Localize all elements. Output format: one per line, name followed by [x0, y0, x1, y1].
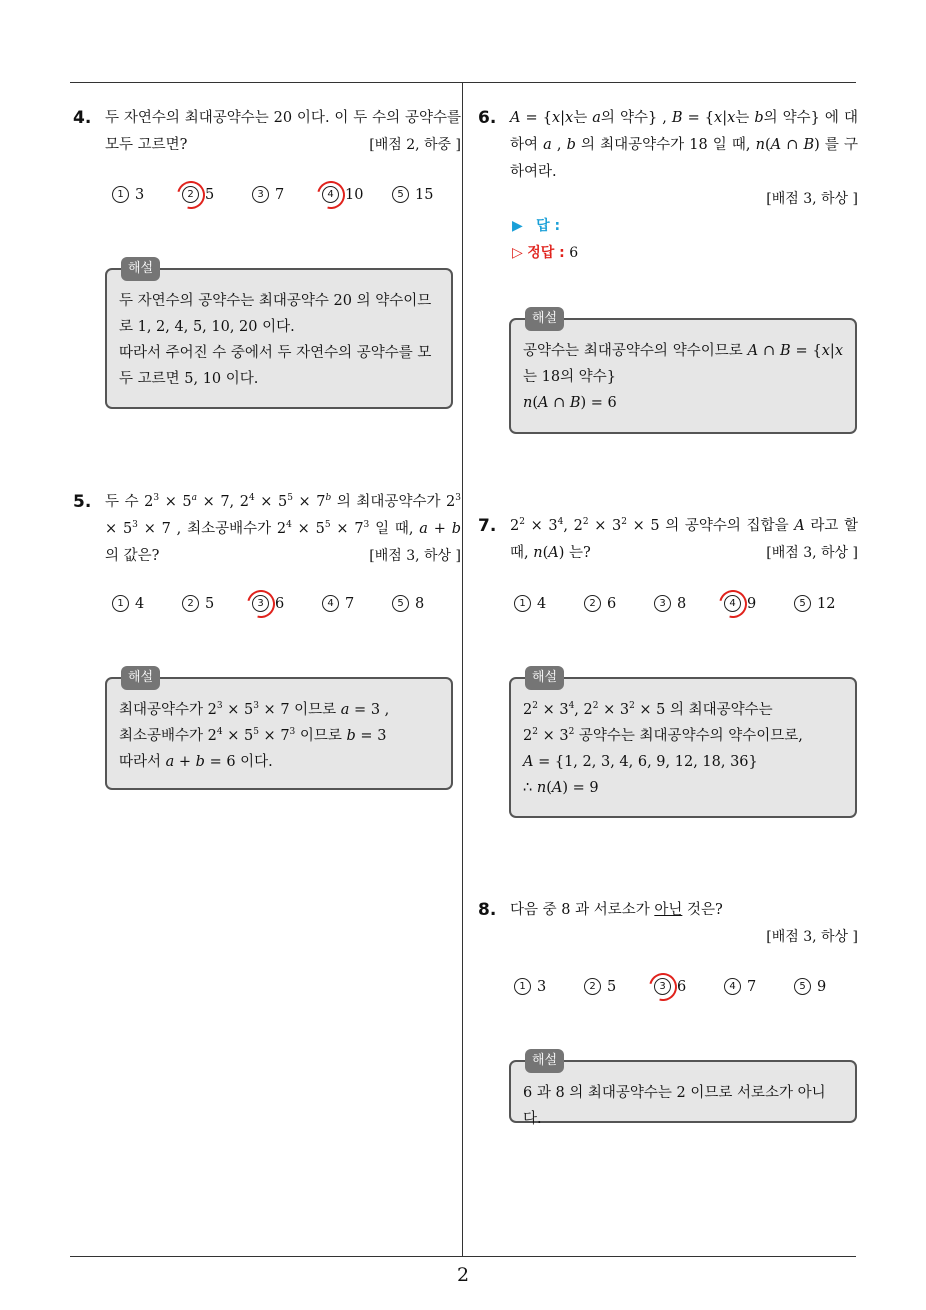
selected-mark-icon [714, 585, 752, 623]
circled-5-icon: 5 [392, 186, 409, 203]
circled-2-icon: 2 [584, 595, 601, 612]
question-5 [73, 489, 461, 570]
choice-4[interactable]: 4 7 [724, 978, 756, 995]
question-text: $2^2 \times 3^4$, $2^2 \times 3^2 \times 5$ 의 공약수의 집합을 A 라고 할 때, n(A) 는? [510, 517, 859, 561]
choice-2[interactable]: 2 5 [584, 978, 616, 995]
solution-label: 해설 [525, 666, 564, 690]
choice-1[interactable]: 1 4 [514, 595, 546, 612]
choice-3[interactable]: 3 8 [654, 595, 686, 612]
choice-3[interactable]: 3 6 [654, 978, 686, 995]
question-text: 두 수 $2^3 \times 5^a \times 7$, $2^4 \times 5^5 \times 7^b$ 의 최대공약수가 $2^3 \times 5^3 \times 7$ , 최소공배수가 $2^4 \times 5^5 \times 7^3$ 일 때, a + b 의 값은? [105, 493, 461, 564]
page-number: 2 [456, 1264, 470, 1286]
choice-1[interactable]: 1 3 [112, 186, 144, 203]
solution-box-q8 [509, 1053, 857, 1127]
choice-2[interactable]: 2 5 [182, 186, 214, 203]
question-number: 6. [478, 108, 497, 128]
circled-5-icon: 5 [794, 978, 811, 995]
correct-answer-line [512, 240, 578, 266]
solution-line: $2^2 \times 3^4$, $2^2 \times 3^2 \times 5$ 의 최대공약수는 [523, 701, 773, 718]
circled-3-icon: 3 [252, 186, 269, 203]
solution-line: n(A ∩ B) = 6 [523, 395, 617, 411]
selected-mark-icon [644, 968, 682, 1006]
choice-1[interactable]: 1 3 [514, 978, 546, 995]
circled-2-icon: 2 [182, 186, 199, 203]
circled-3-icon: 3 [654, 595, 671, 612]
circled-2-icon: 2 [584, 978, 601, 995]
circled-1-icon: 1 [112, 186, 129, 203]
solution-line: $2^2 \times 3^2$ 공약수는 최대공약수의 약수이므로, [523, 727, 803, 744]
circled-4-icon: 4 [724, 978, 741, 995]
question-meta: [배점 3, 하상 ] [766, 545, 858, 561]
solution-box-q7 [509, 670, 857, 818]
choice-1[interactable]: 1 4 [112, 595, 144, 612]
answer-label: 답 : [536, 218, 561, 234]
solution-label: 해설 [525, 1049, 564, 1073]
choice-4[interactable]: 4 7 [322, 595, 354, 612]
selected-mark-icon [172, 176, 210, 214]
choice-5[interactable]: 5 12 [794, 595, 835, 612]
choice-2[interactable]: 2 6 [584, 595, 616, 612]
correct-answer-value: 6 [569, 245, 579, 261]
solution-label: 해설 [525, 307, 564, 331]
triangle-outline-icon: ▷ [512, 245, 523, 261]
circled-4-icon: 4 [724, 595, 741, 612]
choice-5[interactable]: 5 15 [392, 186, 433, 203]
question-4 [73, 105, 461, 159]
circled-3-icon: 3 [252, 595, 269, 612]
column-divider [462, 82, 463, 1257]
circled-4-icon: 4 [322, 186, 339, 203]
choice-4[interactable]: 4 9 [724, 595, 756, 612]
choice-4[interactable]: 4 10 [322, 186, 363, 203]
solution-line: 두 자연수의 공약수는 최대공약수 20 의 약수이므로 1, 2, 4, 5, 10, 20 이다. [119, 293, 432, 335]
play-icon: ▶ [512, 218, 523, 234]
choice-2[interactable]: 2 5 [182, 595, 214, 612]
choice-5[interactable]: 5 8 [392, 595, 424, 612]
question-meta: [배점 3, 하상 ] [766, 191, 858, 207]
selected-mark-icon [312, 176, 350, 214]
solution-box-q5 [105, 670, 453, 790]
top-rule [70, 82, 856, 83]
solution-box-q6 [509, 311, 857, 434]
solution-line: 따라서 주어진 수 중에서 두 자연수의 공약수를 모두 고르면 5, 10 이다. [119, 345, 432, 387]
question-text: 두 자연수의 최대공약수는 20 이다. 이 두 수의 공약수를 모두 고르면? [105, 110, 461, 153]
question-number: 4. [73, 108, 92, 128]
question-number: 5. [73, 492, 92, 512]
question-text: 다음 중 8 과 서로소가 아닌 것은? [510, 902, 723, 918]
solution-label: 해설 [121, 666, 160, 690]
circled-1-icon: 1 [514, 978, 531, 995]
question-number: 8. [478, 900, 497, 920]
question-meta: [배점 3, 하상 ] [369, 548, 461, 564]
question-meta: [배점 3, 하상 ] [766, 929, 858, 945]
question-7 [478, 513, 859, 567]
choice-3[interactable]: 3 7 [252, 186, 284, 203]
circled-5-icon: 5 [392, 595, 409, 612]
solution-line: 최소공배수가 $2^4 \times 5^5 \times 7^3$ 이므로 b = 3 [119, 727, 387, 744]
question-number: 7. [478, 516, 497, 536]
bottom-rule [70, 1256, 856, 1257]
circled-5-icon: 5 [794, 595, 811, 612]
solution-box-q4 [105, 261, 453, 409]
circled-4-icon: 4 [322, 595, 339, 612]
solution-line: A = {1, 2, 3, 4, 6, 9, 12, 18, 36} [523, 754, 758, 770]
question-meta: [배점 2, 하중 ] [369, 137, 461, 153]
solution-line: ∴ n(A) = 9 [523, 780, 599, 796]
solution-line: 공약수는 최대공약수의 약수이므로 A ∩ B = {x|x는 18의 약수} [523, 343, 843, 385]
answer-line [512, 213, 560, 239]
choice-5[interactable]: 5 9 [794, 978, 826, 995]
circled-2-icon: 2 [182, 595, 199, 612]
question-text: A = {x|x는 a의 약수} , B = {x|x는 b의 약수} 에 대하여 a , b 의 최대공약수가 18 일 때, n(A ∩ B) 를 구하여라. [510, 110, 859, 180]
selected-mark-icon [242, 585, 280, 623]
question-6 [478, 105, 859, 213]
correct-answer-label: 정답 : [527, 245, 565, 261]
solution-line: 6 과 8 의 최대공약수는 2 이므로 서로소가 아니다. [523, 1085, 826, 1127]
circled-1-icon: 1 [112, 595, 129, 612]
choice-3[interactable]: 3 6 [252, 595, 284, 612]
question-8 [478, 897, 858, 951]
solution-line: 최대공약수가 $2^3 \times 5^3 \times 7$ 이므로 a = 3 , [119, 701, 390, 718]
circled-1-icon: 1 [514, 595, 531, 612]
solution-line: 따라서 a + b = 6 이다. [119, 754, 273, 770]
solution-label: 해설 [121, 257, 160, 281]
circled-3-icon: 3 [654, 978, 671, 995]
